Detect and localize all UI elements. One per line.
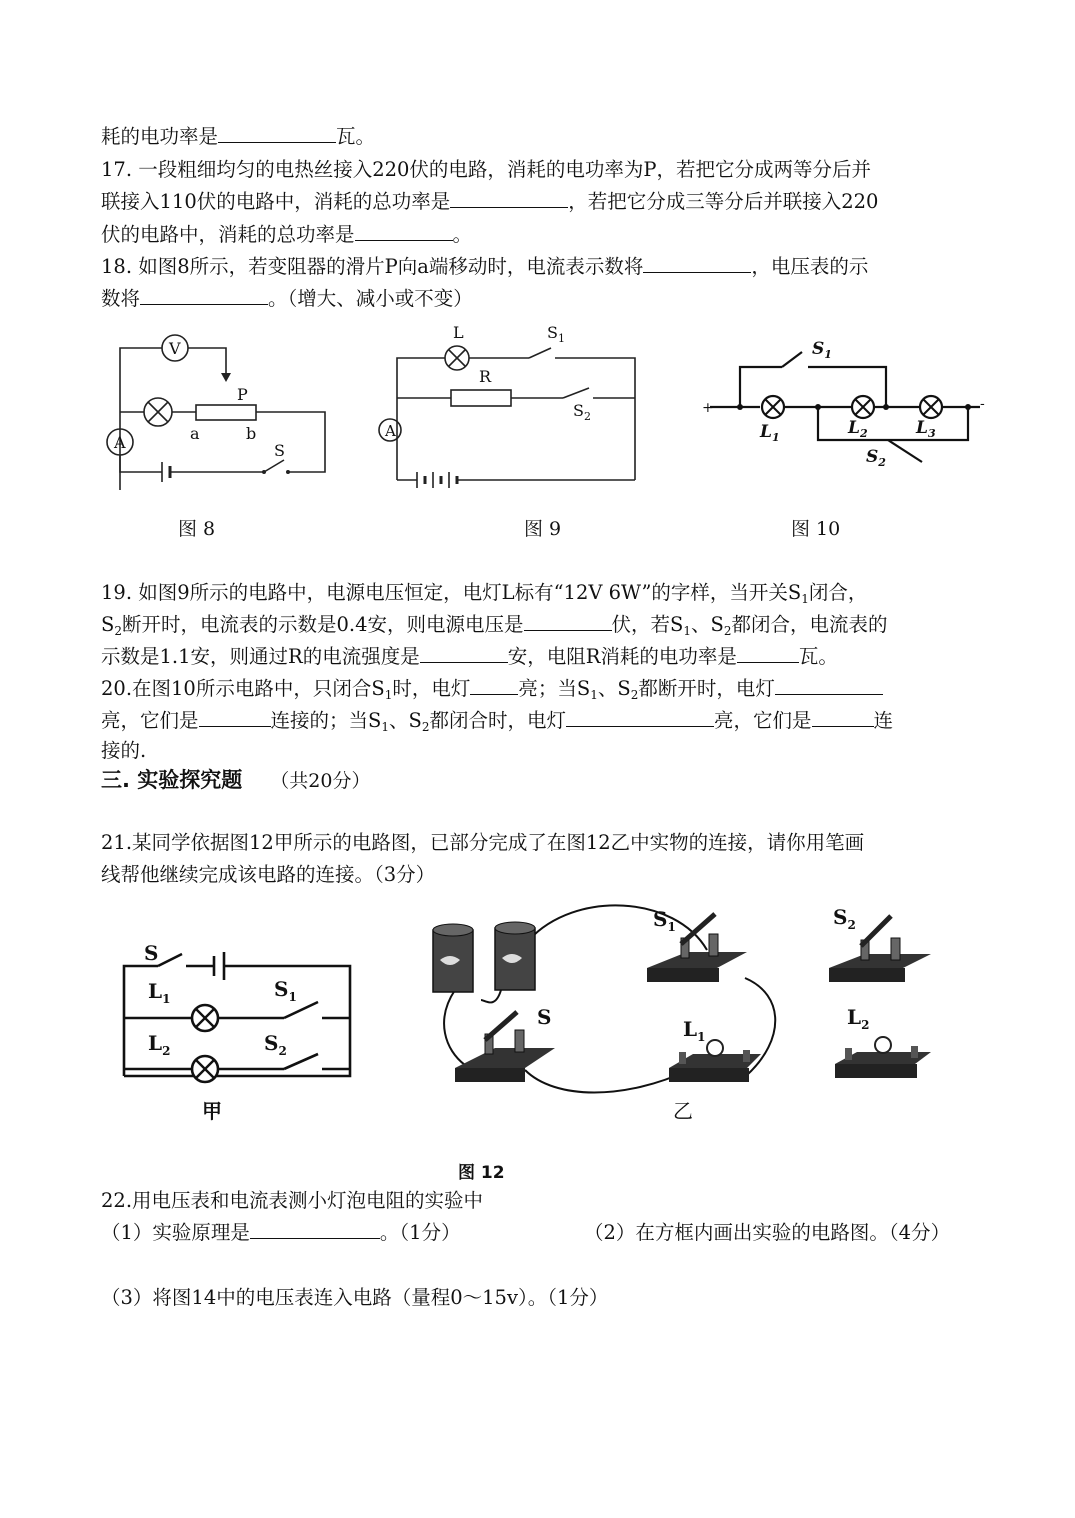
q21-line2: 线帮他继续完成该电路的连接。（3分）: [101, 863, 436, 886]
answer-blank[interactable]: [355, 222, 453, 241]
fig9-label-S1: $S_1$: [547, 323, 565, 345]
lamp-l2-apparatus: [835, 1037, 931, 1078]
fig9-label-S2: $S_2$: [573, 401, 591, 423]
q22-part1: （1）实验原理是 。（1分）: [101, 1221, 461, 1244]
answer-blank[interactable]: [450, 189, 568, 208]
fig10-label-L3: $L_3$: [916, 418, 936, 440]
answer-blank[interactable]: [420, 644, 508, 663]
answer-blank[interactable]: [524, 612, 612, 631]
q20-line2: 亮，它们是 连接的；当$S_1$、$S_2$都闭合时，电灯 亮，它们是 连: [101, 709, 894, 734]
fig9-caption: 图 9: [524, 518, 562, 540]
fig9-label-L: L: [453, 323, 464, 342]
fig12-yi-label-L1: $L_1$: [683, 1017, 706, 1044]
lamp-l1-apparatus: [669, 1040, 761, 1082]
q17-line1: 17. 一段粗细均匀的电热丝接入220伏的电路，消耗的电功率为P，若把它分成两等分后并: [101, 158, 872, 181]
q19-line3: 示数是1.1安，则通过R的电流强度是 安，电阻R消耗的电功率是 瓦。: [101, 645, 838, 668]
answer-blank[interactable]: [218, 124, 336, 143]
fig8-caption: 图 8: [178, 518, 216, 540]
answer-blank[interactable]: [199, 708, 271, 727]
answer-blank[interactable]: [737, 644, 799, 663]
fig12-label-L1: $L_1$: [148, 979, 171, 1006]
fig10-caption: 图 10: [791, 518, 841, 540]
battery-pair: [433, 922, 535, 992]
fig8-label-A: A: [114, 433, 126, 452]
q19-line2: $S_2$断开时，电流表的示数是0.4安，则电源电压是 伏，若$S_1$、$S_2$都闭合，电流表的: [101, 613, 888, 638]
fig10-label-S2: $S_2$: [866, 447, 886, 469]
figure-10-circuit: [698, 330, 998, 480]
fig8-label-V: V: [169, 339, 181, 358]
fig9-label-R: R: [479, 367, 492, 386]
answer-blank[interactable]: [140, 286, 268, 305]
figure-12-jia-circuit: [118, 938, 363, 1128]
figure-12-yi-apparatus: [425, 900, 945, 1130]
fig10-label-S1: $S_1$: [812, 339, 832, 361]
fig10-label-L1: $L_1$: [760, 422, 780, 444]
svg-text:-: -: [980, 396, 985, 412]
fig12-label-L2: $L_2$: [148, 1031, 171, 1058]
answer-blank[interactable]: [250, 1220, 380, 1239]
section-3-title: 三. 实验探究题: [101, 768, 243, 792]
answer-blank[interactable]: [643, 254, 751, 273]
fig12-label-S: S: [144, 941, 159, 965]
fig12-label-jia: 甲: [202, 1099, 222, 1123]
q17-line2: 联接入110伏的电路中，消耗的总功率是 ，若把它分成三等分后并联接入220: [101, 190, 879, 213]
q22-part2: （2）在方框内画出实验的电路图。（4分）: [584, 1221, 951, 1244]
fig8-label-S: S: [274, 441, 285, 460]
fig10-label-L2: $L_2$: [848, 418, 868, 440]
q21-line1: 21.某同学依据图12甲所示的电路图，已部分完成了在图12乙中实物的连接，请你用笔画: [101, 831, 865, 854]
answer-blank[interactable]: [470, 676, 518, 695]
section-3-heading: [101, 764, 370, 794]
fig8-label-b: b: [246, 424, 257, 443]
svg-text:+: +: [702, 400, 714, 416]
fig9-label-A: A: [385, 422, 396, 440]
fig12-yi-label-S: S: [537, 1005, 552, 1029]
q22-title: 22.用电压表和电流表测小灯泡电阻的实验中: [101, 1189, 484, 1212]
section-3-points: （共20分）: [270, 770, 371, 792]
q18-line2: 数将 。（增大、减小或不变）: [101, 287, 473, 310]
fig12-yi-label-L2: $L_2$: [847, 1005, 870, 1032]
fig12-yi-label-S2: $S_2$: [833, 905, 856, 932]
q20-line1: 20.在图10所示电路中，只闭合$S_1$时，电灯 亮；当$S_1$、$S_2$都断开时，电灯: [101, 676, 883, 708]
fig12-yi-label-S1: $S_1$: [653, 907, 676, 934]
q16-tail: 耗的电功率是 瓦。: [101, 125, 376, 148]
fig8-label-a: a: [190, 424, 200, 443]
answer-blank[interactable]: [775, 676, 883, 695]
q22-part3: （3）将图14中的电压表连入电路（量程0～15v）。（1分）: [101, 1286, 609, 1309]
fig12-label-S2: $S_2$: [264, 1031, 287, 1058]
fig12-caption: 图 12: [458, 1163, 505, 1183]
answer-blank[interactable]: [566, 708, 714, 727]
figure-8-circuit: [100, 330, 340, 500]
q18-line1: 18. 如图8所示，若变阻器的滑片P向a端移动时，电流表示数将 ，电压表的示: [101, 255, 869, 278]
answer-blank[interactable]: [812, 708, 874, 727]
q20-line3: 接的.: [101, 739, 147, 762]
q19-line1: 19. 如图9所示的电路中，电源电压恒定，电灯L标有“12V 6W”的字样，当开关$S_1$闭合，: [101, 581, 868, 606]
fig8-label-P: P: [237, 385, 248, 404]
fig12-label-yi: 乙: [673, 1099, 693, 1123]
q17-line3: 伏的电路中，消耗的总功率是 。: [101, 223, 473, 246]
fig12-label-S1: $S_1$: [274, 977, 297, 1004]
figure-9-circuit: [375, 320, 645, 495]
